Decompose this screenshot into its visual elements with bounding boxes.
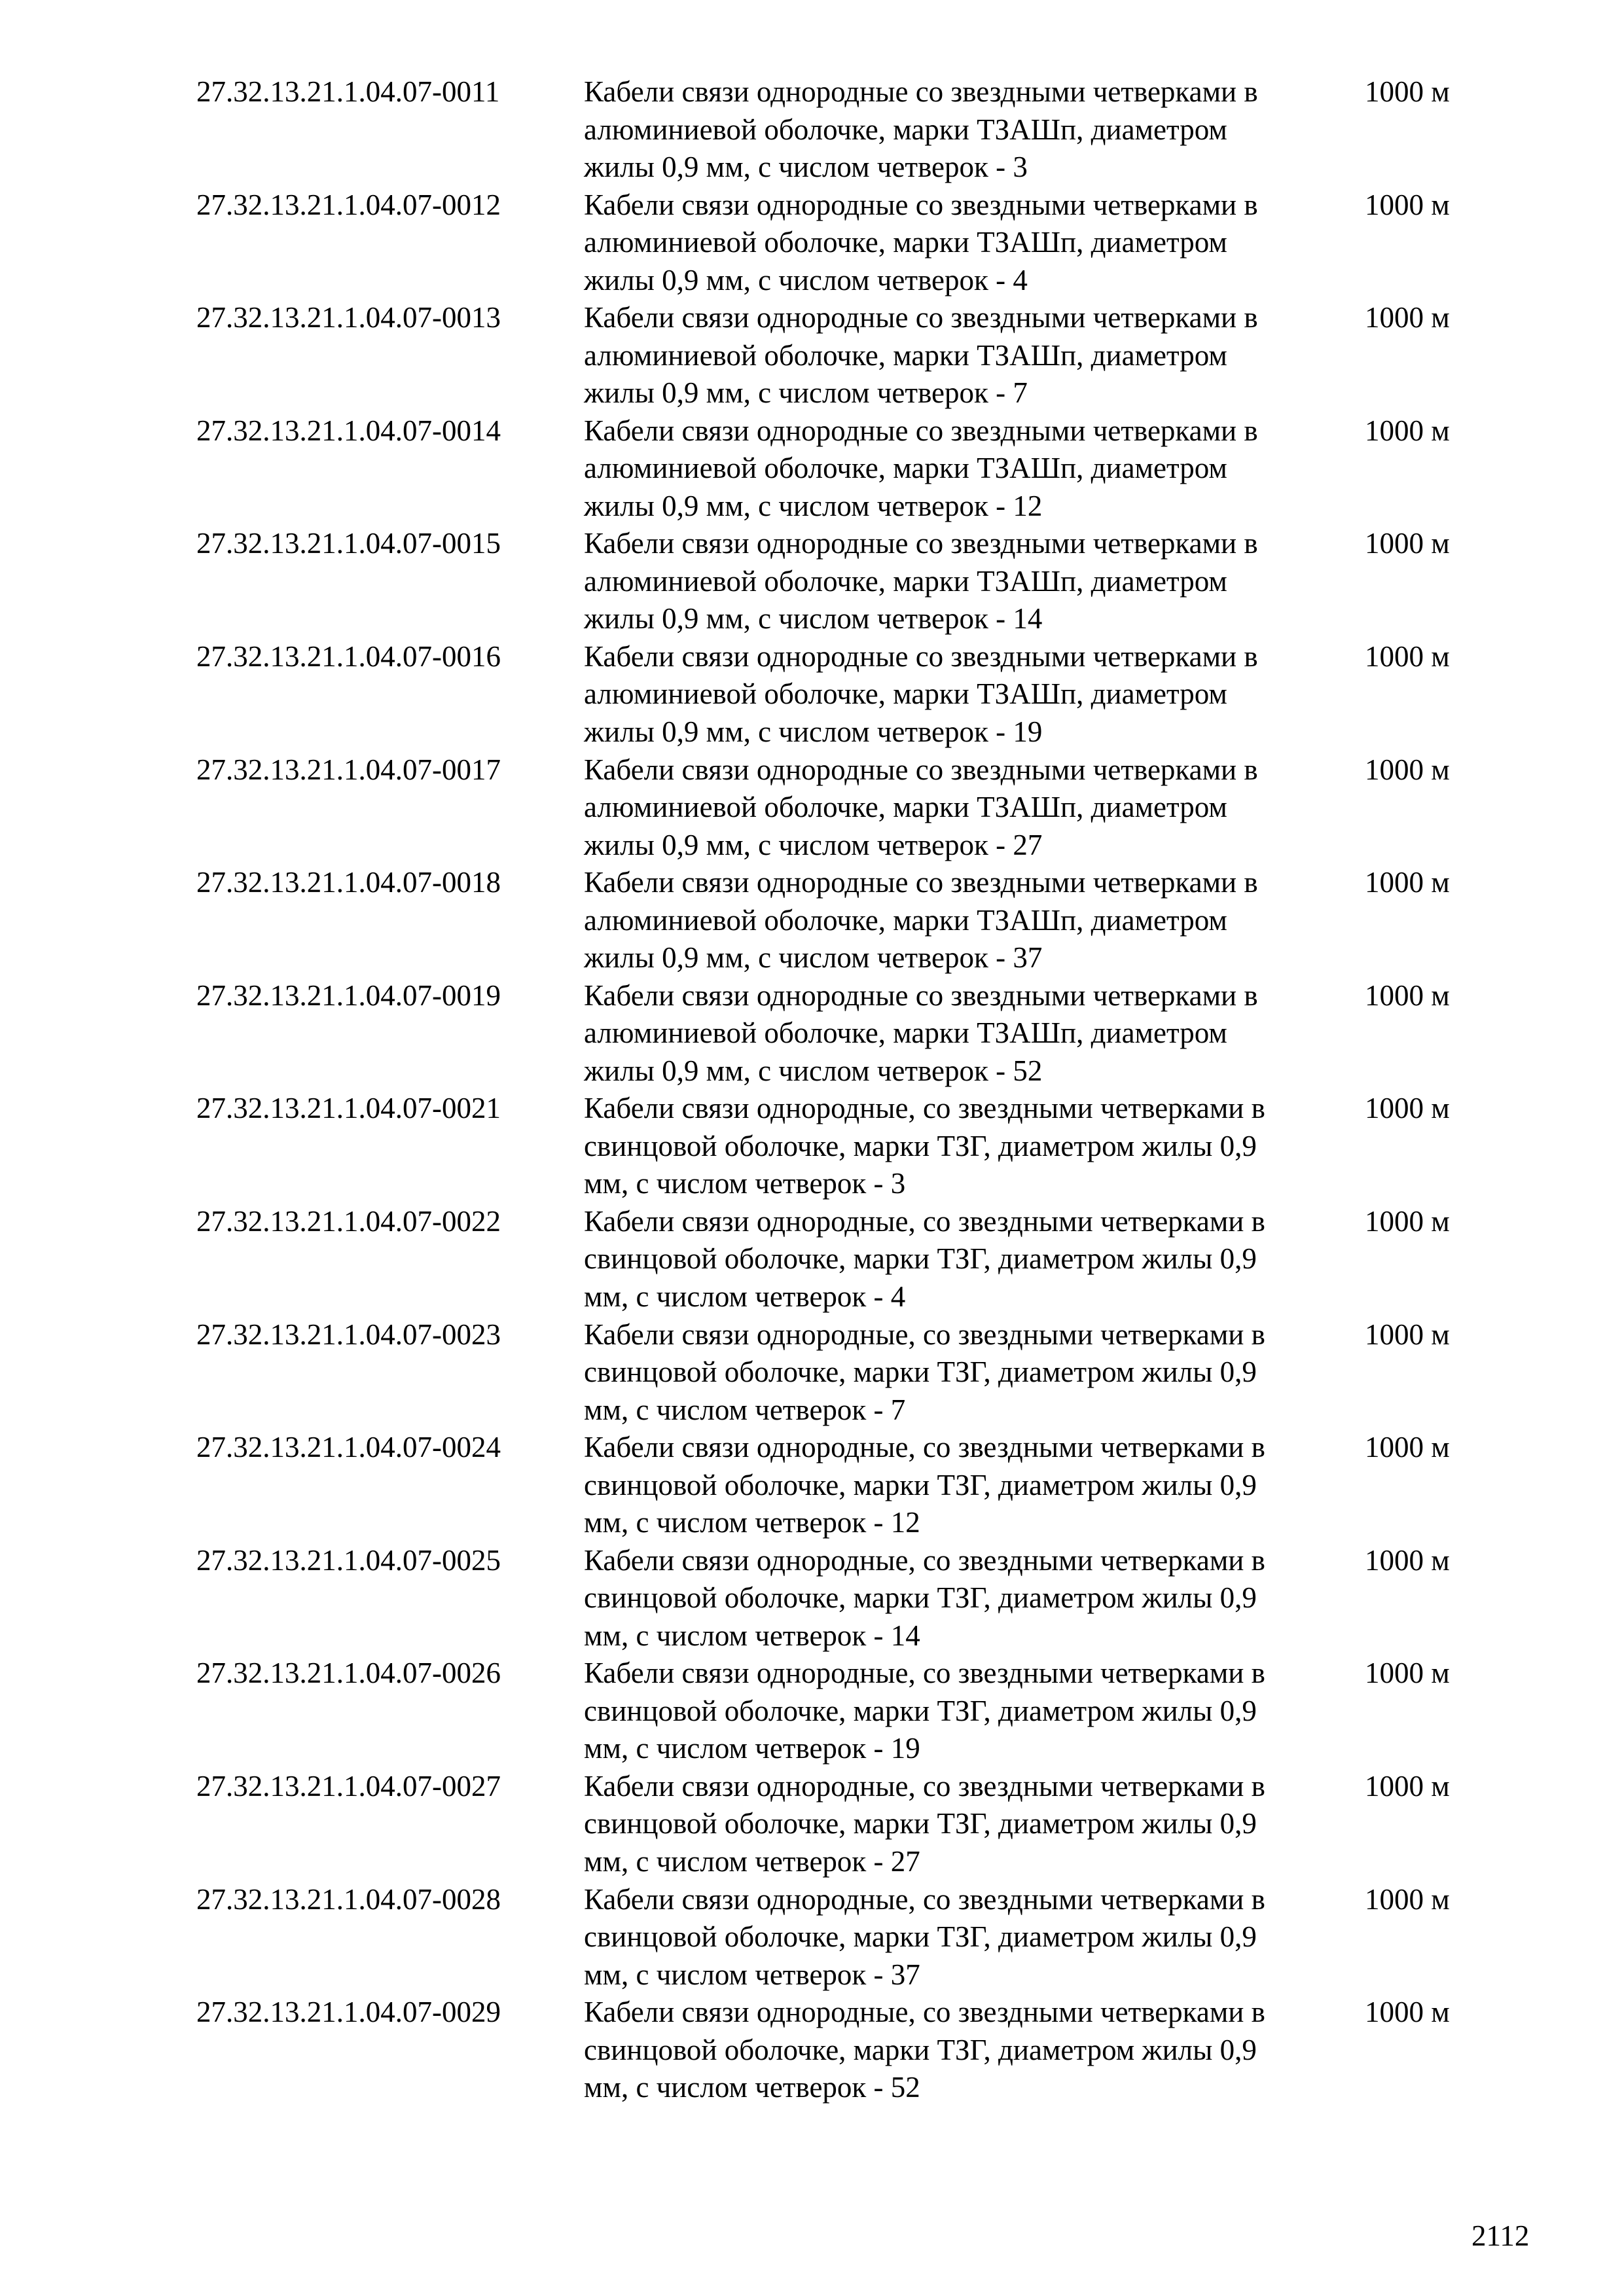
resource-code: 27.32.13.21.1.04.07-0029 — [196, 1996, 501, 2029]
unit-of-measure: 1000 м — [1365, 866, 1450, 899]
description-line: Кабели связи однородные, со звездными четверками в — [584, 1431, 1265, 1464]
description-line: алюминиевой оболочке, марки ТЗАШп, диаметром — [584, 903, 1227, 937]
description-line: мм, с числом четверок - 52 — [584, 2071, 920, 2104]
unit-of-measure: 1000 м — [1365, 188, 1450, 221]
description-line: алюминиевой оболочке, марки ТЗАШп, диаметром — [584, 1016, 1227, 1050]
description-line: алюминиевой оболочке, марки ТЗАШп, диаметром — [584, 113, 1227, 146]
description-line: свинцовой оболочке, марки ТЗГ, диаметром жилы 0,9 — [584, 1242, 1257, 1276]
description-line: мм, с числом четверок - 7 — [584, 1393, 906, 1426]
table-row — [196, 864, 1473, 977]
unit-of-measure: 1000 м — [1365, 1092, 1450, 1125]
description-line: жилы 0,9 мм, с числом четверок - 27 — [584, 828, 1043, 861]
description-line: свинцовой оболочке, марки ТЗГ, диаметром жилы 0,9 — [584, 2033, 1257, 2066]
description-line: Кабели связи однородные со звездными четверками в — [584, 188, 1258, 221]
description-line: Кабели связи однородные со звездными четверками в — [584, 75, 1258, 108]
table-row — [196, 1090, 1473, 1203]
resource-code: 27.32.13.21.1.04.07-0012 — [196, 188, 501, 221]
resource-code: 27.32.13.21.1.04.07-0021 — [196, 1092, 501, 1125]
unit-of-measure: 1000 м — [1365, 414, 1450, 447]
description-line: Кабели связи однородные, со звездными четверками в — [584, 1882, 1265, 1916]
description-line: мм, с числом четверок - 12 — [584, 1506, 920, 1539]
resource-description — [584, 1881, 1337, 1994]
unit-of-measure: 1000 м — [1365, 1882, 1450, 1916]
description-line: алюминиевой оболочке, марки ТЗАШп, диаметром — [584, 677, 1227, 711]
table-row — [196, 1203, 1473, 1316]
description-line: Кабели связи однородные со звездными четверками в — [584, 301, 1258, 334]
unit-of-measure: 1000 м — [1365, 753, 1450, 786]
description-line: Кабели связи однородные со звездными четверками в — [584, 639, 1258, 673]
table-row — [196, 638, 1473, 751]
unit-of-measure: 1000 м — [1365, 75, 1450, 108]
description-line: Кабели связи однородные, со звездными четверками в — [584, 1657, 1265, 1690]
description-line: Кабели связи однородные со звездными четверками в — [584, 753, 1258, 786]
unit-of-measure: 1000 м — [1365, 1996, 1450, 2029]
table-row — [196, 187, 1473, 300]
resource-description — [584, 751, 1337, 865]
description-line: Кабели связи однородные со звездными четверками в — [584, 866, 1258, 899]
resource-code: 27.32.13.21.1.04.07-0017 — [196, 753, 501, 786]
description-line: жилы 0,9 мм, с числом четверок - 3 — [584, 151, 1028, 183]
resource-description — [584, 299, 1337, 412]
description-line: мм, с числом четверок - 3 — [584, 1167, 906, 1200]
description-line: жилы 0,9 мм, с числом четверок - 7 — [584, 376, 1028, 410]
description-line: алюминиевой оболочке, марки ТЗАШп, диаметром — [584, 226, 1227, 259]
resource-code: 27.32.13.21.1.04.07-0016 — [196, 639, 501, 673]
unit-of-measure: 1000 м — [1365, 1204, 1450, 1238]
description-line: Кабели связи однородные со звездными четверками в — [584, 978, 1258, 1012]
description-line: Кабели связи однородные, со звездными четверками в — [584, 1769, 1265, 1803]
unit-of-measure: 1000 м — [1365, 1657, 1450, 1690]
description-line: мм, с числом четверок - 27 — [584, 1844, 920, 1878]
table-row — [196, 1655, 1473, 1768]
resource-description — [584, 1542, 1337, 1655]
description-line: Кабели связи однородные, со звездными четверками в — [584, 1996, 1265, 2029]
unit-of-measure: 1000 м — [1365, 978, 1450, 1012]
resource-description — [584, 412, 1337, 526]
description-line: жилы 0,9 мм, с числом четверок - 4 — [584, 263, 1028, 296]
resource-description — [584, 1090, 1337, 1203]
resource-code: 27.32.13.21.1.04.07-0014 — [196, 414, 501, 447]
unit-of-measure: 1000 м — [1365, 1318, 1450, 1351]
description-line: свинцовой оболочке, марки ТЗГ, диаметром жилы 0,9 — [584, 1468, 1257, 1501]
description-line: алюминиевой оболочке, марки ТЗАШп, диаметром — [584, 338, 1227, 372]
table-row — [196, 299, 1473, 412]
resource-description — [584, 1429, 1337, 1542]
table-row — [196, 73, 1473, 187]
unit-of-measure: 1000 м — [1365, 301, 1450, 334]
resource-code: 27.32.13.21.1.04.07-0026 — [196, 1657, 501, 1690]
unit-of-measure: 1000 м — [1365, 1543, 1450, 1577]
resource-code: 27.32.13.21.1.04.07-0013 — [196, 301, 501, 334]
resource-code: 27.32.13.21.1.04.07-0018 — [196, 866, 501, 899]
resource-table — [196, 73, 1473, 2107]
description-line: мм, с числом четверок - 4 — [584, 1280, 906, 1313]
page-number: 2112 — [1471, 2219, 1530, 2252]
description-line: мм, с числом четверок - 19 — [584, 1732, 920, 1765]
description-line: алюминиевой оболочке, марки ТЗАШп, диаметром — [584, 452, 1227, 485]
resource-code: 27.32.13.21.1.04.07-0011 — [196, 75, 500, 108]
resource-description — [584, 73, 1337, 187]
resource-description — [584, 977, 1337, 1090]
resource-description — [584, 1655, 1337, 1768]
table-row — [196, 977, 1473, 1090]
resource-code: 27.32.13.21.1.04.07-0027 — [196, 1769, 501, 1803]
table-row — [196, 525, 1473, 638]
resource-description — [584, 1316, 1337, 1429]
description-line: Кабели связи однородные со звездными четверками в — [584, 414, 1258, 447]
description-line: жилы 0,9 мм, с числом четверок - 14 — [584, 602, 1043, 636]
table-row — [196, 1881, 1473, 1994]
unit-of-measure: 1000 м — [1365, 1431, 1450, 1464]
description-line: жилы 0,9 мм, с числом четверок - 19 — [584, 715, 1043, 748]
resource-description — [584, 638, 1337, 751]
unit-of-measure: 1000 м — [1365, 639, 1450, 673]
resource-code: 27.32.13.21.1.04.07-0023 — [196, 1318, 501, 1351]
table-row — [196, 1429, 1473, 1542]
unit-of-measure: 1000 м — [1365, 527, 1450, 560]
description-line: мм, с числом четверок - 37 — [584, 1958, 920, 1991]
description-line: Кабели связи однородные, со звездными четверками в — [584, 1092, 1265, 1125]
resource-code: 27.32.13.21.1.04.07-0015 — [196, 527, 501, 560]
description-line: мм, с числом четверок - 14 — [584, 1619, 920, 1652]
table-row — [196, 412, 1473, 526]
description-line: свинцовой оболочке, марки ТЗГ, диаметром жилы 0,9 — [584, 1129, 1257, 1162]
description-line: жилы 0,9 мм, с числом четверок - 37 — [584, 941, 1043, 975]
table-row — [196, 751, 1473, 865]
description-line: свинцовой оболочке, марки ТЗГ, диаметром жилы 0,9 — [584, 1581, 1257, 1615]
resource-code: 27.32.13.21.1.04.07-0024 — [196, 1431, 501, 1464]
resource-code: 27.32.13.21.1.04.07-0028 — [196, 1882, 501, 1916]
resource-description — [584, 1768, 1337, 1881]
description-line: Кабели связи однородные, со звездными четверками в — [584, 1318, 1265, 1351]
description-line: свинцовой оболочке, марки ТЗГ, диаметром жилы 0,9 — [584, 1694, 1257, 1727]
description-line: Кабели связи однородные, со звездными четверками в — [584, 1204, 1265, 1238]
resource-description — [584, 1203, 1337, 1316]
resource-description — [584, 187, 1337, 300]
description-line: Кабели связи однородные со звездными четверками в — [584, 527, 1258, 560]
table-row — [196, 1542, 1473, 1655]
description-line: свинцовой оболочке, марки ТЗГ, диаметром жилы 0,9 — [584, 1355, 1257, 1389]
resource-code: 27.32.13.21.1.04.07-0022 — [196, 1204, 501, 1238]
resource-code: 27.32.13.21.1.04.07-0025 — [196, 1543, 501, 1577]
description-line: алюминиевой оболочке, марки ТЗАШп, диаметром — [584, 791, 1227, 824]
resource-description — [584, 1994, 1337, 2107]
description-line: Кабели связи однородные, со звездными четверками в — [584, 1543, 1265, 1577]
table-row — [196, 1994, 1473, 2107]
resource-description — [584, 525, 1337, 638]
description-line: алюминиевой оболочке, марки ТЗАШп, диаметром — [584, 564, 1227, 598]
resource-description — [584, 864, 1337, 977]
description-line: свинцовой оболочке, марки ТЗГ, диаметром жилы 0,9 — [584, 1807, 1257, 1840]
description-line: жилы 0,9 мм, с числом четверок - 52 — [584, 1054, 1043, 1087]
table-row — [196, 1768, 1473, 1881]
unit-of-measure: 1000 м — [1365, 1769, 1450, 1803]
description-line: свинцовой оболочке, марки ТЗГ, диаметром жилы 0,9 — [584, 1920, 1257, 1953]
table-row — [196, 1316, 1473, 1429]
resource-code: 27.32.13.21.1.04.07-0019 — [196, 978, 501, 1012]
description-line: жилы 0,9 мм, с числом четверок - 12 — [584, 489, 1043, 522]
